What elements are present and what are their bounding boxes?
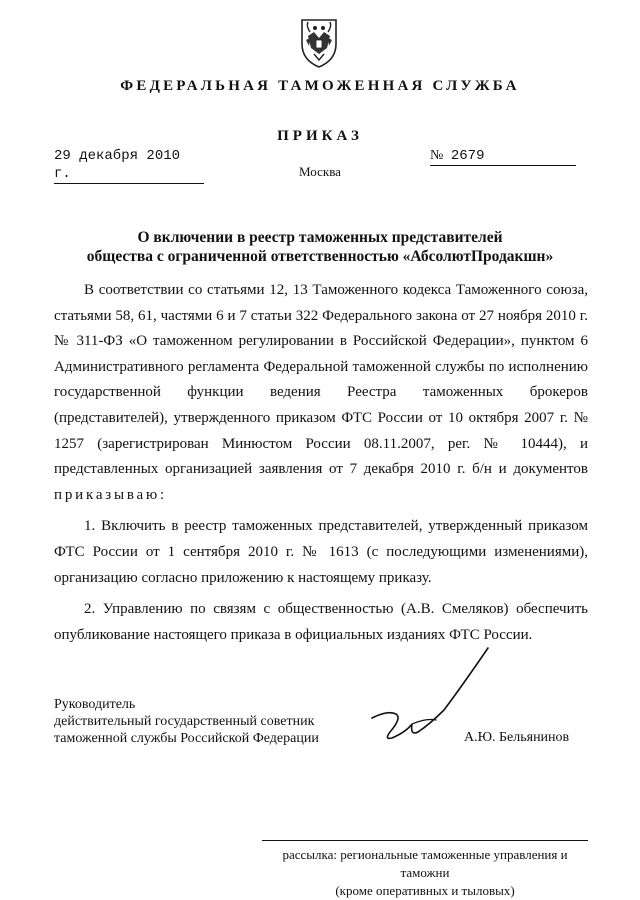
signatory-name: А.Ю. Бельянинов xyxy=(464,730,570,745)
preamble-text: В соответствии со статьями 12, 13 Таможенного кодекса Таможенного союза, статьями 58, 61, частями 6 и 7 статьи 322 Федерального закона от 27 ноября 2010 г. № 311-ФЗ «О таможенном регулировании в Российской Федерации», пунктом 6 Административного регламента Федеральной таможенной службы по исполнению государственной функции ведения Реестра таможенных брокеров (представителей), утвержденного приказом ФТС России от 10 октября 2007 г. № 1257 (зарегистрирован Минюстом России 08.11.2007, рег. № 10444), и представленных организацией заявления от 7 декабря 2010 г. б/н и документов xyxy=(54,282,588,478)
city: Москва xyxy=(299,164,341,179)
signatory-position xyxy=(54,696,319,747)
order-item-2: 2. Управлению по связям с общественностью (А.В. Смеляков) обеспечить опубликование настоящего приказа в официальных изданиях ФТС России. xyxy=(54,601,588,643)
position-line-2: действительный государственный советник xyxy=(54,714,315,729)
document-body xyxy=(54,278,588,648)
mailing-list xyxy=(262,846,588,900)
mailing-line-1: рассылка: региональные таможенные управления и таможни xyxy=(282,847,568,880)
document-type: ПРИКАЗ xyxy=(277,128,363,144)
title-line-2: общества с ограниченной ответственностью «АбсолютПродакшн» xyxy=(86,248,554,265)
order-item-1: 1. Включить в реестр таможенных представителей, утвержденный приказом ФТС России от 1 сентября 2010 г. № 1613 (с последующими изменениями), организацию согласно приложению к настоящему приказу. xyxy=(54,518,588,586)
number-sign: № xyxy=(430,148,444,163)
order-date: 29 декабря 2010 г. xyxy=(54,147,204,184)
agency-name: ФЕДЕРАЛЬНАЯ ТАМОЖЕННАЯ СЛУЖБА xyxy=(120,78,520,94)
number-value: 2679 xyxy=(450,148,485,164)
position-line-3: таможенной службы Российской Федерации xyxy=(54,731,319,746)
mailing-divider xyxy=(262,840,588,841)
position-line-1: Руководитель xyxy=(54,697,136,712)
preamble-paragraph xyxy=(54,278,588,508)
title-line-1: О включении в реестр таможенных представителей xyxy=(137,229,503,246)
mailing-line-2: (кроме оперативных и тыловых) xyxy=(335,883,515,898)
document-title xyxy=(60,228,580,266)
coat-of-arms-icon xyxy=(296,14,342,70)
order-word: приказываю: xyxy=(54,486,167,503)
